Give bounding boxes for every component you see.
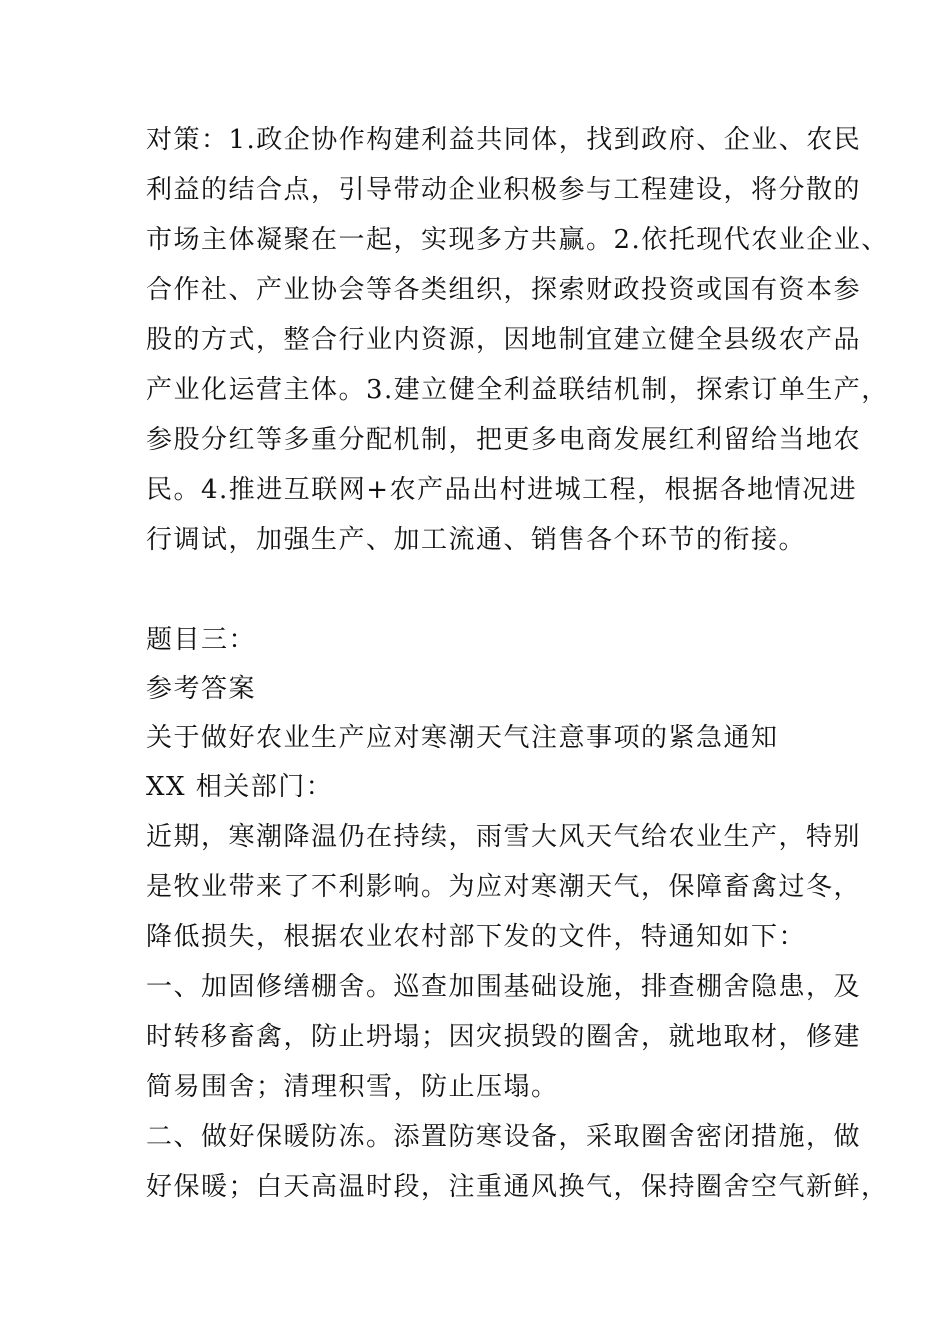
countermeasures-line: 民。4.推进互联网+农产品出村进城工程，根据各地情况进 xyxy=(146,475,858,505)
countermeasures-line: 利益的结合点，引导带动企业积极参与工程建设，将分散的 xyxy=(146,175,862,205)
countermeasures-line: 产业化运营主体。3.建立健全利益联结机制，探索订单生产， xyxy=(146,375,889,405)
notice-body-line: 时转移畜禽，防止坍塌；因灾损毁的圈舍，就地取材，修建 xyxy=(146,1022,862,1052)
addressee: XX 相关部门： xyxy=(146,772,334,802)
countermeasures-line: 参股分红等多重分配机制，把更多电商发展红利留给当地农 xyxy=(146,425,862,455)
notice-body-line: 降低损失，根据农业农村部下发的文件，特通知如下： xyxy=(146,922,807,952)
notice-body-line: 近期，寒潮降温仍在持续，雨雪大风天气给农业生产，特别 xyxy=(146,822,862,852)
countermeasures-line: 股的方式，整合行业内资源，因地制宜建立健全县级农产品 xyxy=(146,325,862,355)
notice-title: 关于做好农业生产应对寒潮天气注意事项的紧急通知 xyxy=(146,723,779,753)
countermeasures-line: 市场主体凝聚在一起，实现多方共赢。2.依托现代农业企业、 xyxy=(146,225,889,255)
countermeasures-line: 行调试，加强生产、加工流通、销售各个环节的衔接。 xyxy=(146,525,807,555)
notice-body-line: 二、做好保暖防冻。添置防寒设备，采取圈舍密闭措施，做 xyxy=(146,1122,862,1152)
notice-body-line: 一、加固修缮棚舍。巡查加围基础设施，排查棚舍隐患，及 xyxy=(146,972,862,1002)
notice-body-line: 简易围舍；清理积雪，防止压塌。 xyxy=(146,1072,559,1102)
question-heading: 题目三： xyxy=(146,625,257,655)
countermeasures-line: 合作社、产业协会等各类组织，探索财政投资或国有资本参 xyxy=(146,275,862,305)
notice-body-line: 是牧业带来了不利影响。为应对寒潮天气，保障畜禽过冬， xyxy=(146,872,862,902)
notice-body-line: 好保暖；白天高温时段，注重通风换气，保持圈舍空气新鲜， xyxy=(146,1172,889,1202)
answer-label: 参考答案 xyxy=(146,674,257,704)
countermeasures-line: 对策：1.政企协作构建利益共同体，找到政府、企业、农民 xyxy=(146,125,862,155)
